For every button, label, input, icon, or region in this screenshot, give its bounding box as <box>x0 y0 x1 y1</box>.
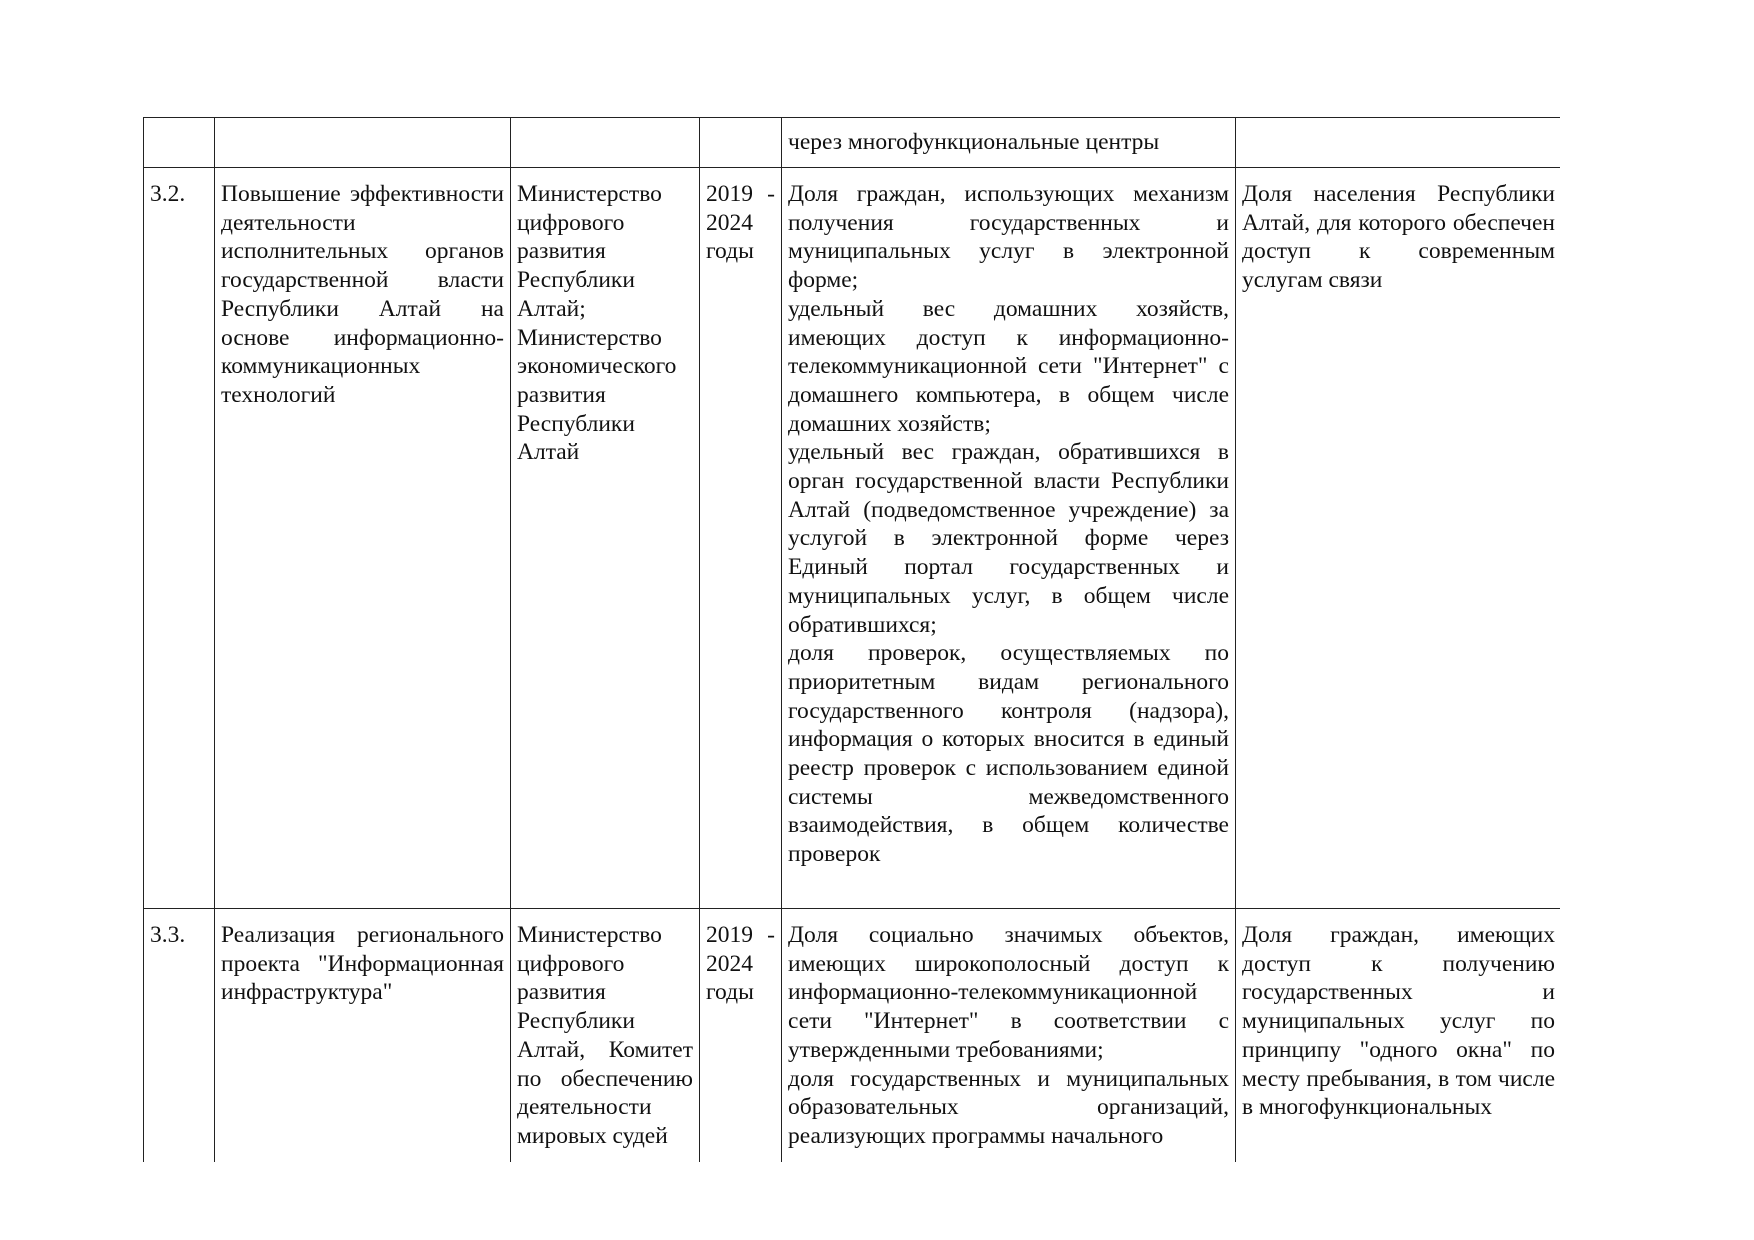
executor-text: Министерство цифрового развития Республики Алтай; Министерство экономического развития Республики Алтай <box>517 181 677 466</box>
cell-goal-indicator <box>1236 909 1561 1163</box>
document-table-container <box>143 117 1560 1162</box>
cell-executor <box>511 909 700 1163</box>
program-measures-table <box>143 117 1560 1162</box>
cell-number <box>144 118 215 168</box>
cell-executor <box>511 118 700 168</box>
goal-indicator-text: Доля населения Республики Алтай, для которого обеспечен доступ к современным услугам связи <box>1242 181 1555 294</box>
period-text: 2019 - 2024 годы <box>706 922 775 1006</box>
cell-indicators <box>782 168 1236 909</box>
period-text: 2019 - 2024 годы <box>706 181 775 265</box>
cell-name <box>215 168 511 909</box>
cell-name <box>215 118 511 168</box>
cell-goal-indicator <box>1236 168 1561 909</box>
cell-period <box>700 118 782 168</box>
executor-text: Министерство цифрового развития Республики Алтай, Комитет по обеспечению деятельности мировых судей <box>517 922 693 1149</box>
cell-period <box>700 909 782 1163</box>
table-row <box>144 909 1561 1163</box>
measure-name: Реализация регионального проекта "Информационная инфраструктура" <box>221 922 504 1006</box>
indicator-text: через многофункциональные центры <box>788 129 1160 155</box>
indicator-text: доля проверок, осуществляемых по приоритетным видам регионального государственного контроля (надзора), информация о которых вносится в единый реестр проверок с использованием единой системы межведомственного взаимодействия, в общем количестве проверок <box>788 640 1229 868</box>
table-row <box>144 168 1561 909</box>
cell-name <box>215 909 511 1163</box>
indicator-text: Доля граждан, использующих механизм получения государственных и муниципальных услуг в электронной форме; <box>788 181 1229 294</box>
indicator-text: удельный вес граждан, обратившихся в орган государственной власти Республики Алтай (подведомственное учреждение) за услугой в электронной форме через Единый портал государственных и муниципальных услуг, в общем числе обратившихся; <box>788 439 1229 638</box>
table-row-continuation <box>144 118 1561 168</box>
cell-goal-indicator <box>1236 118 1561 168</box>
cell-indicator <box>782 118 1236 168</box>
cell-number <box>144 168 215 909</box>
row-number: 3.2. <box>150 181 186 207</box>
cell-period <box>700 168 782 909</box>
row-number: 3.3. <box>150 922 186 948</box>
cell-number <box>144 909 215 1163</box>
measure-name: Повышение эффективности деятельности исполнительных органов государственной власти Республики Алтай на основе информационно-коммуникационных технологий <box>221 181 504 408</box>
indicator-text: доля государственных и муниципальных образовательных организаций, реализующих программы начального <box>788 1065 1229 1149</box>
cell-executor <box>511 168 700 909</box>
cell-indicators <box>782 909 1236 1163</box>
goal-indicator-text: Доля граждан, имеющих доступ к получению государственных и муниципальных услуг по принципу "одного окна" по месту пребывания, в том числе в многофункциональных <box>1242 922 1555 1121</box>
indicator-text: удельный вес домашних хозяйств, имеющих доступ к информационно-телекоммуникационной сети "Интернет" с домашнего компьютера, в общем числе домашних хозяйств; <box>788 295 1229 437</box>
indicator-text: Доля социально значимых объектов, имеющих широкополосный доступ к информационно-телекоммуникационной сети "Интернет" в соответствии с утвержденными требованиями; <box>788 922 1229 1063</box>
